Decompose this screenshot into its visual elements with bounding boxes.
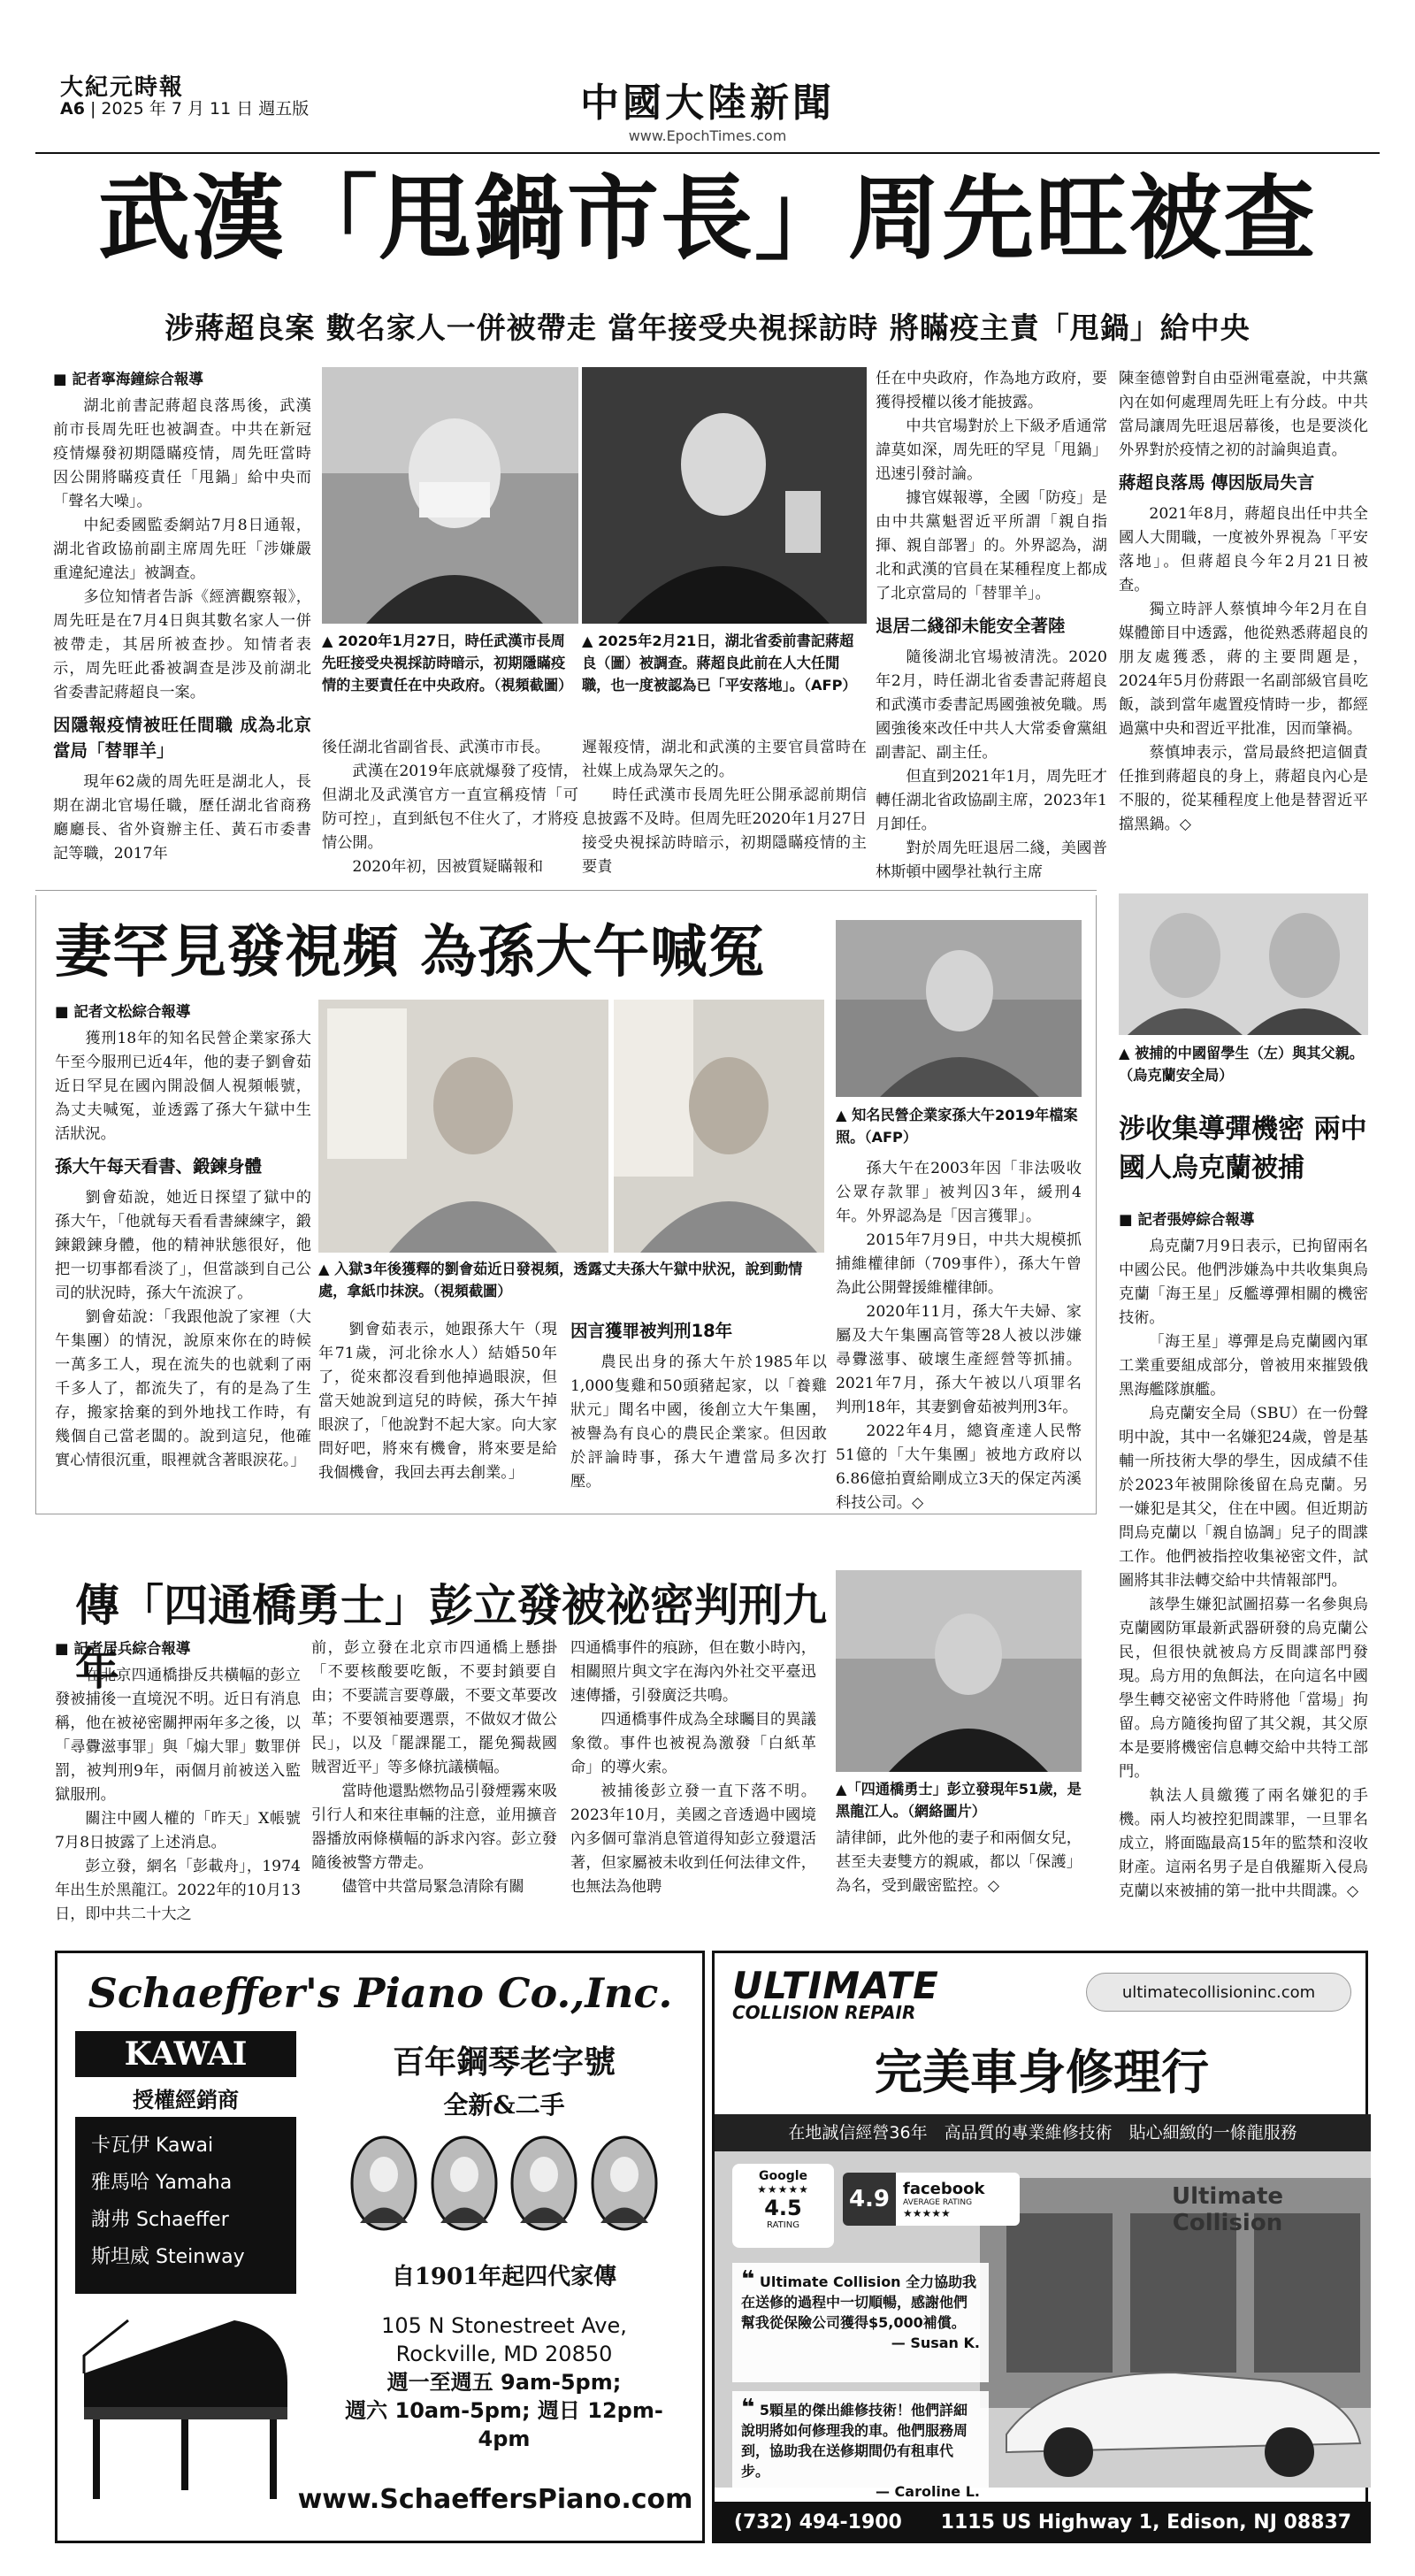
collision-contact-bar <box>715 2502 1371 2543</box>
paragraph: 烏克蘭安全局（SBU）在一份聲明中說，其中一名嫌犯24歲，曾是基輔一所技術大學的學生，因成績不佳於2023年被開除後留在烏克蘭。另一嫌犯是其父，住在中國。但近期訪問烏克蘭以「親自協調」兒子的間諜工作。他們被指控收集祕密文件，試圖將其非法轉交給中共情報部門。 <box>1119 1405 1368 1590</box>
paragraph: 獨立時評人蔡慎坤今年2月在自媒體節目中透露，他從熟悉蔣超良的朋友處獲悉，蔣的主要問題是，2024年5月份蔣跟一名副部級官員吃飯，談到當年處置疫情時一步，都經過黨中央和習近平批准，因而肇禍。 <box>1119 601 1368 738</box>
address-line: 105 N Stonestreet Ave, <box>381 2313 627 2338</box>
lead-column-3 <box>582 736 867 886</box>
lead-column-5 <box>1119 367 1368 885</box>
paragraph: 「海王星」導彈是烏克蘭國內軍工業重要組成部分，曾被用來摧毀俄黑海艦隊旗艦。 <box>1119 1333 1368 1399</box>
paragraph: 據官媒報導，全國「防疫」是由中共黨魁習近平所謂「親自指揮、親自部署」的。外界認為，湖北和武漢的官員在某種程度上都成了北京當局的「替罪羊」。 <box>876 489 1107 602</box>
google-rating: 4.5 <box>764 2196 802 2220</box>
story3-column-4 <box>836 1827 1082 1915</box>
lead-subhead-3: 蔣超良落馬 傳因版局失言 <box>1119 472 1315 493</box>
sidebar-column <box>1119 1208 1368 1924</box>
facebook-rating: 4.9 <box>843 2173 896 2226</box>
collision-url[interactable]: ultimatecollisioninc.com <box>1086 1973 1351 2012</box>
piano-dealer: 授權經銷商 <box>133 2087 239 2112</box>
paragraph: 陳奎德曾對自由亞洲電臺說，中共黨內在如何處理周先旺上有分歧。中共當局讓周先旺退居幕後，也是要淡化外界對於疫情之初的討論與追責。 <box>1119 370 1368 459</box>
piano-since: 自1901年起四代家傳 <box>391 2264 617 2290</box>
paragraph: 後任湖北省副省長、武漢市市長。 <box>322 739 550 756</box>
paragraph: 四通橋事件的痕跡，但在數小時內，相關照片與文字在海內外社交平臺迅速傳播，引發廣泛共鳴。 <box>570 1639 816 1705</box>
story2-subhead-2: 因言獲罪被判刑18年 <box>570 1321 733 1341</box>
paragraph: 獲刑18年的知名民營企業家孫大午至今服刑已近4年，他的妻子劉會茹近日罕見在國內開設個人視頻帳號，為丈夫喊冤，並透露了孫大午獄中生活狀況。 <box>55 1030 311 1143</box>
paragraph: 2015年7月9日，中共大規模抓捕維權律師（709事件），孫大午曾為此公開聲援維權律師。 <box>836 1231 1082 1297</box>
lead-column-4 <box>876 367 1107 885</box>
collision-address: 1115 US Highway 1, Edison, NJ 08837 <box>940 2511 1352 2534</box>
hours-line: 週六 10am-5pm; 週日 12pm-4pm <box>345 2398 663 2451</box>
paragraph: 對於周先旺退居二綫，美國普林斯頓中國學社執行主席 <box>876 840 1107 881</box>
page-meta: A6 | 2025 年 7 月 11 日 週五版 <box>60 99 310 119</box>
paragraph: 時任武漢市長周先旺公開承認前期信息披露不及時。但周先旺2020年1月27日接受央視採訪時暗示，初期隱瞞疫情的主要責 <box>582 786 867 876</box>
lead-column-2 <box>322 736 578 886</box>
paragraph: 四通橋事件成為全球矚目的異議象徵。事件也被視為激發「白紙革命」的導火索。 <box>570 1711 816 1776</box>
collision-phone[interactable]: (732) 494-1900 <box>733 2511 902 2534</box>
paragraph: 劉會茹說，她近日探望了獄中的孫大午，「他就每天看看書練練字，鍛鍊鍛鍊身體，他的精神狀態很好，他把一切事都看淡了」，但當談到自己公司的狀況時，孫大午流淚了。 <box>55 1189 311 1302</box>
photo-students <box>1119 893 1368 1035</box>
review-text: 5顆星的傑出維修技術！他們詳細說明將如何修理我的車。他們服務周到，協助我在送修期間仍有租車代步。 <box>741 2402 968 2480</box>
story3-column-2 <box>311 1637 557 1911</box>
lead-photo1-caption: ▲ 2020年1月27日，時任武漢市長周先旺接受央視採訪時暗示，初期隱瞞疫情的主要責任在中央政府。（視頻截圖） <box>322 632 573 694</box>
ad-collision[interactable] <box>712 1951 1368 2543</box>
divider <box>35 890 1097 891</box>
masthead-logo: 大紀元時報 <box>60 74 185 101</box>
paragraph: 2021年8月，蔣超良出任中共全國人大閒職，一度被外界視為「平安落地」。但蔣超良今年2月21日被查。 <box>1119 505 1368 594</box>
paragraph: 關注中國人權的「昨天」X帳號7月8日披露了上述消息。 <box>55 1810 301 1852</box>
piano-new-used: 全新&二手 <box>443 2090 565 2120</box>
brand-steinway: 斯坦威 Steinway <box>91 2246 245 2268</box>
piano-website[interactable]: www.SchaeffersPiano.com <box>297 2484 693 2515</box>
story3-headline: 傳「四通橋勇士」彭立發被祕密判刑九年 <box>75 1579 827 1695</box>
brand-schaeffer: 謝弗 Schaeffer <box>91 2209 229 2231</box>
portrait-icon <box>430 2135 499 2232</box>
paragraph: 彭立發，網名「彭載舟」，1974年出生於黑龍江。2022年的10月13日，即中共二十大之 <box>55 1858 301 1923</box>
paragraph: 劉會茹表示，她跟孫大午（現年71歲，河北徐水人）結婚50年了，從來都沒看到他掉過眼淚，但當天她說到這兒的時候，孫大午掉眼淚了，「他說對不起大家。向大家問好吧，將來有機會，將來要是給我個機會，我回去再去創業。」 <box>318 1321 557 1482</box>
paragraph: 烏克蘭7月9日表示，已拘留兩名中國公民。他們涉嫌為中共收集與烏克蘭「海王星」反艦導彈相關的機密技術。 <box>1119 1238 1368 1327</box>
review-author: — Caroline L. <box>875 2483 980 2500</box>
portrait-icon <box>590 2135 659 2232</box>
logo-subtext: COLLISION REPAIR <box>732 2002 916 2023</box>
paragraph: 在北京四通橋掛反共橫幅的彭立發被捕後一直境況不明。近日有消息稱，他在被祕密關押兩年多之後，以「尋釁滋事罪」與「煽大罪」數罪併罰，被判刑9年，兩個月前被送入監獄服刑。 <box>55 1667 301 1804</box>
brand-kawai: 卡瓦伊 Kawai <box>91 2135 214 2157</box>
review-author: — Susan K. <box>891 2334 980 2351</box>
photo-zhou-xianwang <box>322 367 578 624</box>
paragraph: 蔡慎坤表示，當局最終把這個責任推到蔣超良的身上，蔣超良內心是不服的，從某種程度上他是替習近平擋黑鍋。◇ <box>1119 744 1368 833</box>
paragraph: 該學生嫌犯試圖招募一名參與烏克蘭國防軍最新武器研發的烏克蘭公民，但很快就被烏方反間諜部門發現。烏方用的魚餌法，在向這名中國學生轉交祕密文件時將他「當場」拘留。烏方隨後拘留了其父親，其父原本是要將機密信息轉交給中共特工部門。 <box>1119 1596 1368 1781</box>
paragraph: 劉會茹說：「我跟他說了家裡（大午集團）的情況，說原來你在的時候一萬多工人，現在流失的也就剩了兩千多人了，都流失了，有的是為了生存，搬家捨棄的到外地找工作時，有幾個自己當老闆的。說到這兒，他確實心情很沉重，眼裡就含著眼淚花。」 <box>55 1308 311 1469</box>
paragraph: 儘管中共當局緊急清除有關 <box>341 1878 524 1896</box>
facebook-rating-badge <box>843 2173 1020 2226</box>
story3-byline: ■ 記者居兵綜合報導 <box>55 1640 191 1657</box>
paragraph: 湖北前書記蔣超良落馬後，武漢前市長周先旺也被調查。中共在新冠疫情爆發初期隱瞞疫情，周先旺當時因公開將瞞疫責任「甩鍋」給中央而「聲名大噪」。 <box>53 397 311 510</box>
photo-liu-huiru-2 <box>614 1000 824 1253</box>
lead-column-1 <box>53 367 311 880</box>
google-rating-badge <box>732 2164 834 2248</box>
kawai-logo: KAWAI <box>75 2031 296 2077</box>
portrait-icon <box>509 2135 578 2232</box>
paragraph: 中紀委國監委網站7月8日通報，湖北省政協前副主席周先旺「涉嫌嚴重違紀違法」被調查。 <box>53 517 311 582</box>
review-1 <box>732 2263 989 2382</box>
collision-banner: 在地誠信經營36年 高品質的專業維修技術 貼心細緻的一條龍服務 <box>715 2114 1371 2151</box>
paragraph: 請律師，此外他的妻子和兩個女兒，甚至夫妻雙方的親戚，都以「保護」為名，受到嚴密監控。◇ <box>836 1829 1082 1895</box>
photo-sun-dawu <box>836 920 1082 1097</box>
masthead-rule <box>35 152 1380 154</box>
story2-photo2-caption: ▲ 知名民營企業家孫大午2019年檔案照。（AFP） <box>836 1107 1078 1146</box>
paragraph: 2022年4月，總資產達人民幣51億的「大午集團」被地方政府以6.86億拍賣給剛成立3天的保定芮溪科技公司。◇ <box>836 1422 1082 1512</box>
family-portraits <box>349 2135 659 2241</box>
address-line: Rockville, MD 20850 <box>395 2342 613 2366</box>
story3-photo-caption: ▲「四通橋勇士」彭立發現年51歲，是黑龍江人。（網絡圖片） <box>836 1781 1082 1820</box>
review-2 <box>732 2391 989 2502</box>
paragraph: 2020年初，因被質疑瞞報和 <box>352 858 544 876</box>
collision-logo <box>732 1964 1024 2031</box>
story3-column-1 <box>55 1637 301 1923</box>
paragraph: 遲報疫情，湖北和武漢的主要官員當時在社媒上成為眾矢之的。 <box>582 739 867 780</box>
google-label: Google <box>758 2169 808 2183</box>
piano-company-name: Schaeffer's Piano Co.,Inc. <box>88 1969 673 2017</box>
story2-photo-caption: ▲ 入獄3年後獲釋的劉會茹近日發視頻，透露丈夫孫大午獄中狀況，說到動情處，拿紙巾抹淚。（視頻截圖） <box>318 1261 803 1300</box>
story2-subhead-1: 孫大午每天看書、鍛鍊身體 <box>55 1156 263 1177</box>
quote-icon: ❝ <box>741 2266 755 2293</box>
page-number: A6 <box>60 99 85 119</box>
hours-line: 週一至週五 9am-5pm; <box>386 2370 622 2395</box>
paragraph: 2020年11月，孫大午夫婦、家屬及大午集團高管等28人被以涉嫌尋釁滋事、破壞生產經營等抓捕。2021年7月，孫大午被以八項罪名判刑18年，其妻劉會茹被判刑3年。 <box>836 1303 1082 1416</box>
story2-column-1 <box>55 1000 311 1504</box>
story2-column-3 <box>570 1318 827 1504</box>
grand-piano-icon <box>75 2303 296 2506</box>
google-rating-label: RATING <box>767 2220 799 2230</box>
section-title: 中國大陸新聞 <box>580 80 835 126</box>
piano-brands <box>75 2117 296 2294</box>
lead-photo2-caption: ▲ 2025年2月21日，湖北省委前書記蔣超良（圖）被調查。蔣超良此前在人大任閒職，也一度被認為已「平安落地」。（AFP） <box>582 632 857 694</box>
paragraph: 任在中央政府，作為地方政府，要獲得授權以後才能披露。 <box>876 370 1107 411</box>
paragraph: 多位知情者告訴《經濟觀察報》，周先旺是在7月4日與其數名家人一併被帶走，其居所被查抄。知情者表示，周先旺此番被調查是涉及前湖北省委書記蔣超良一案。 <box>53 588 311 702</box>
piano-address <box>323 2312 685 2453</box>
star-rating-icon: ★★★★★ <box>757 2183 809 2196</box>
paragraph: 前，彭立發在北京市四通橋上懸掛「不要核酸要吃飯，不要封鎖要自由；不要謊言要尊嚴，不要文革要改革；不要領袖要選票，不做奴才做公民」，以及「罷課罷工，罷免獨裁國賊習近平」等多條抗議橫幅。 <box>311 1639 557 1776</box>
ad-piano[interactable] <box>55 1951 705 2543</box>
paragraph: 當時他還點燃物品引發煙霧來吸引行人和來往車輛的注意，並用擴音器播放兩條橫幅的訴求內容。彭立發隨後被警方帶走。 <box>311 1782 557 1872</box>
lead-headline: 武漢「甩鍋市長」周先旺被查 <box>97 164 1317 272</box>
paragraph: 中共官場對於上下級矛盾通常諱莫如深，周先旺的罕見「甩鍋」迅速引發討論。 <box>876 418 1107 483</box>
photo-liu-huiru-1 <box>318 1000 608 1253</box>
star-rating-icon: ★★★★★ <box>903 2206 951 2220</box>
story2-column-2 <box>318 1318 557 1504</box>
brand-yamaha: 雅馬哈 Yamaha <box>91 2172 233 2194</box>
review-text: Ultimate Collision 全力協助我在送修的過程中一切順暢，感謝他們幫我從保險公司獲得$5,000補償。 <box>741 2273 977 2331</box>
logo-text: ULTIMATE <box>732 1964 939 2007</box>
site-url[interactable]: www.EpochTimes.com <box>628 127 787 144</box>
lead-subhead-2: 退居二綫卻未能安全著陸 <box>876 616 1066 636</box>
sidebar-photo-caption: ▲ 被捕的中國留學生（左）與其父親。（烏克蘭安全局） <box>1119 1045 1365 1084</box>
shop-sign: Ultimate Collision <box>1171 2183 1284 2236</box>
collision-title: 完美車身修理行 <box>875 2043 1209 2100</box>
portrait-icon <box>349 2135 418 2232</box>
paragraph: 孫大午在2003年因「非法吸收公眾存款罪」被判囚3年，緩刑4年。外界認為是「因言獲罪」。 <box>836 1160 1082 1225</box>
paragraph: 但直到2021年1月，周先旺才轉任湖北省政協副主席，2023年1月卸任。 <box>876 768 1107 833</box>
issue-date: 2025 年 7 月 11 日 週五版 <box>101 99 310 119</box>
story2-byline: ■ 記者文松綜合報導 <box>55 1003 191 1020</box>
paragraph: 農民出身的孫大午於1985年以1,000隻雞和50頭豬起家，以「養雞狀元」聞名中國，後創立大午集團，被譽為有良心的農民企業家。但因敢於評論時事，孫大午遭當局多次打壓。 <box>570 1353 827 1491</box>
sidebar-byline: ■ 記者張婷綜合報導 <box>1119 1211 1255 1228</box>
paragraph: 隨後湖北官場被清洗。2020年2月，時任湖北省委書記蔣超良和武漢市委書記馬國強被免職。馬國強後來改任中共人大常委會黨組副書記、副主任。 <box>876 648 1107 762</box>
story3-column-3 <box>570 1637 816 1911</box>
photo-jiang-chaoliang <box>582 367 867 624</box>
story2-column-4 <box>836 1157 1082 1512</box>
paragraph: 執法人員繳獲了兩名嫌犯的手機。兩人均被控犯間諜罪，一旦罪名成立，將面臨最高15年的監禁和沒收財產。這兩名男子是自俄羅斯入侵烏克蘭以來被捕的第一批中共間諜。◇ <box>1119 1787 1368 1900</box>
piano-slogan: 百年鋼琴老字號 <box>392 2043 616 2081</box>
paragraph: 武漢在2019年底就爆發了疫情，但湖北及武漢官方一直宣稱疫情「可防可控」，直到紙包不住火了，才將疫情公開。 <box>322 763 578 852</box>
lead-byline: ■ 記者寧海鐘綜合報導 <box>53 371 203 387</box>
story2-headline: 妻罕見發視頻 為孫大午喊冤 <box>55 919 766 985</box>
photo-peng-lifa <box>836 1570 1082 1772</box>
paragraph: 被捕後彭立發一直下落不明。2023年10月，美國之音透過中國境內多個可靠消息管道得知彭立發還活著，但家屬被未收到任何法律文件，也無法為他聘 <box>570 1782 816 1896</box>
sidebar-headline: 涉收集導彈機密 兩中國人烏克蘭被捕 <box>1119 1114 1367 1184</box>
lead-subheadline: 涉蔣超良案 數名家人一併被帶走 當年接受央視採訪時 將瞞疫主責「甩鍋」給中央 <box>164 310 1251 345</box>
quote-icon: ❝ <box>741 2395 755 2421</box>
facebook-label: facebook <box>903 2179 985 2198</box>
lead-subhead-1: 因隱報疫情被旺任間職 成為北京當局「替罪羊」 <box>53 715 311 761</box>
paragraph: 現年62歲的周先旺是湖北人，長期在湖北官場任職，歷任湖北省商務廳廳長、省外資辦主任、黃石市委書記等職，2017年 <box>53 773 311 862</box>
facebook-rating-label: AVERAGE RATING <box>903 2197 973 2207</box>
